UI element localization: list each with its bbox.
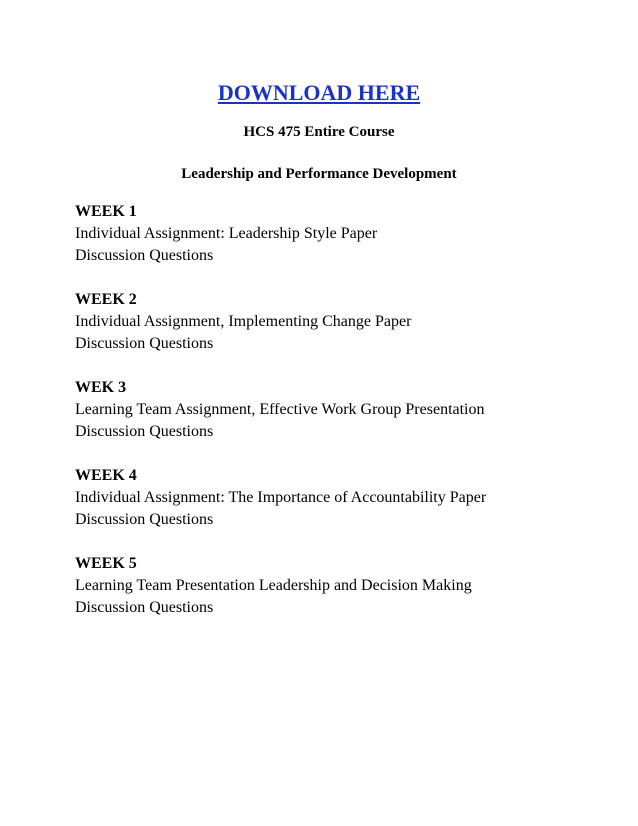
week-list [75, 201, 615, 641]
download-here-link[interactable]: DOWNLOAD HERE [217, 80, 421, 105]
week-section-1 [75, 201, 615, 267]
download-link-container [0, 78, 638, 108]
week-section-4 [75, 465, 615, 531]
week-section-2 [75, 289, 615, 355]
discussion-line: Discussion Questions [75, 599, 214, 616]
assignment-line: Learning Team Assignment, Effective Work Group Presentation [75, 401, 485, 418]
week-heading: WEEK 1 [75, 203, 137, 220]
assignment-line: Learning Team Presentation Leadership and Decision Making [75, 577, 472, 594]
week-section-5 [75, 553, 615, 619]
assignment-line: Individual Assignment: Leadership Style Paper [75, 225, 378, 242]
week-heading: WEEK 4 [75, 467, 137, 484]
discussion-line: Discussion Questions [75, 335, 214, 352]
assignment-line: Individual Assignment: The Importance of Accountability Paper [75, 489, 487, 506]
discussion-line: Discussion Questions [75, 423, 214, 440]
course-subtitle: Leadership and Performance Development [181, 166, 457, 182]
week-section-3 [75, 377, 615, 443]
discussion-line: Discussion Questions [75, 511, 214, 528]
discussion-line: Discussion Questions [75, 247, 214, 264]
assignment-line: Individual Assignment, Implementing Change Paper [75, 313, 412, 330]
week-heading: WEK 3 [75, 379, 127, 396]
course-title: HCS 475 Entire Course [243, 124, 395, 140]
week-heading: WEEK 2 [75, 291, 137, 308]
week-heading: WEEK 5 [75, 555, 137, 572]
